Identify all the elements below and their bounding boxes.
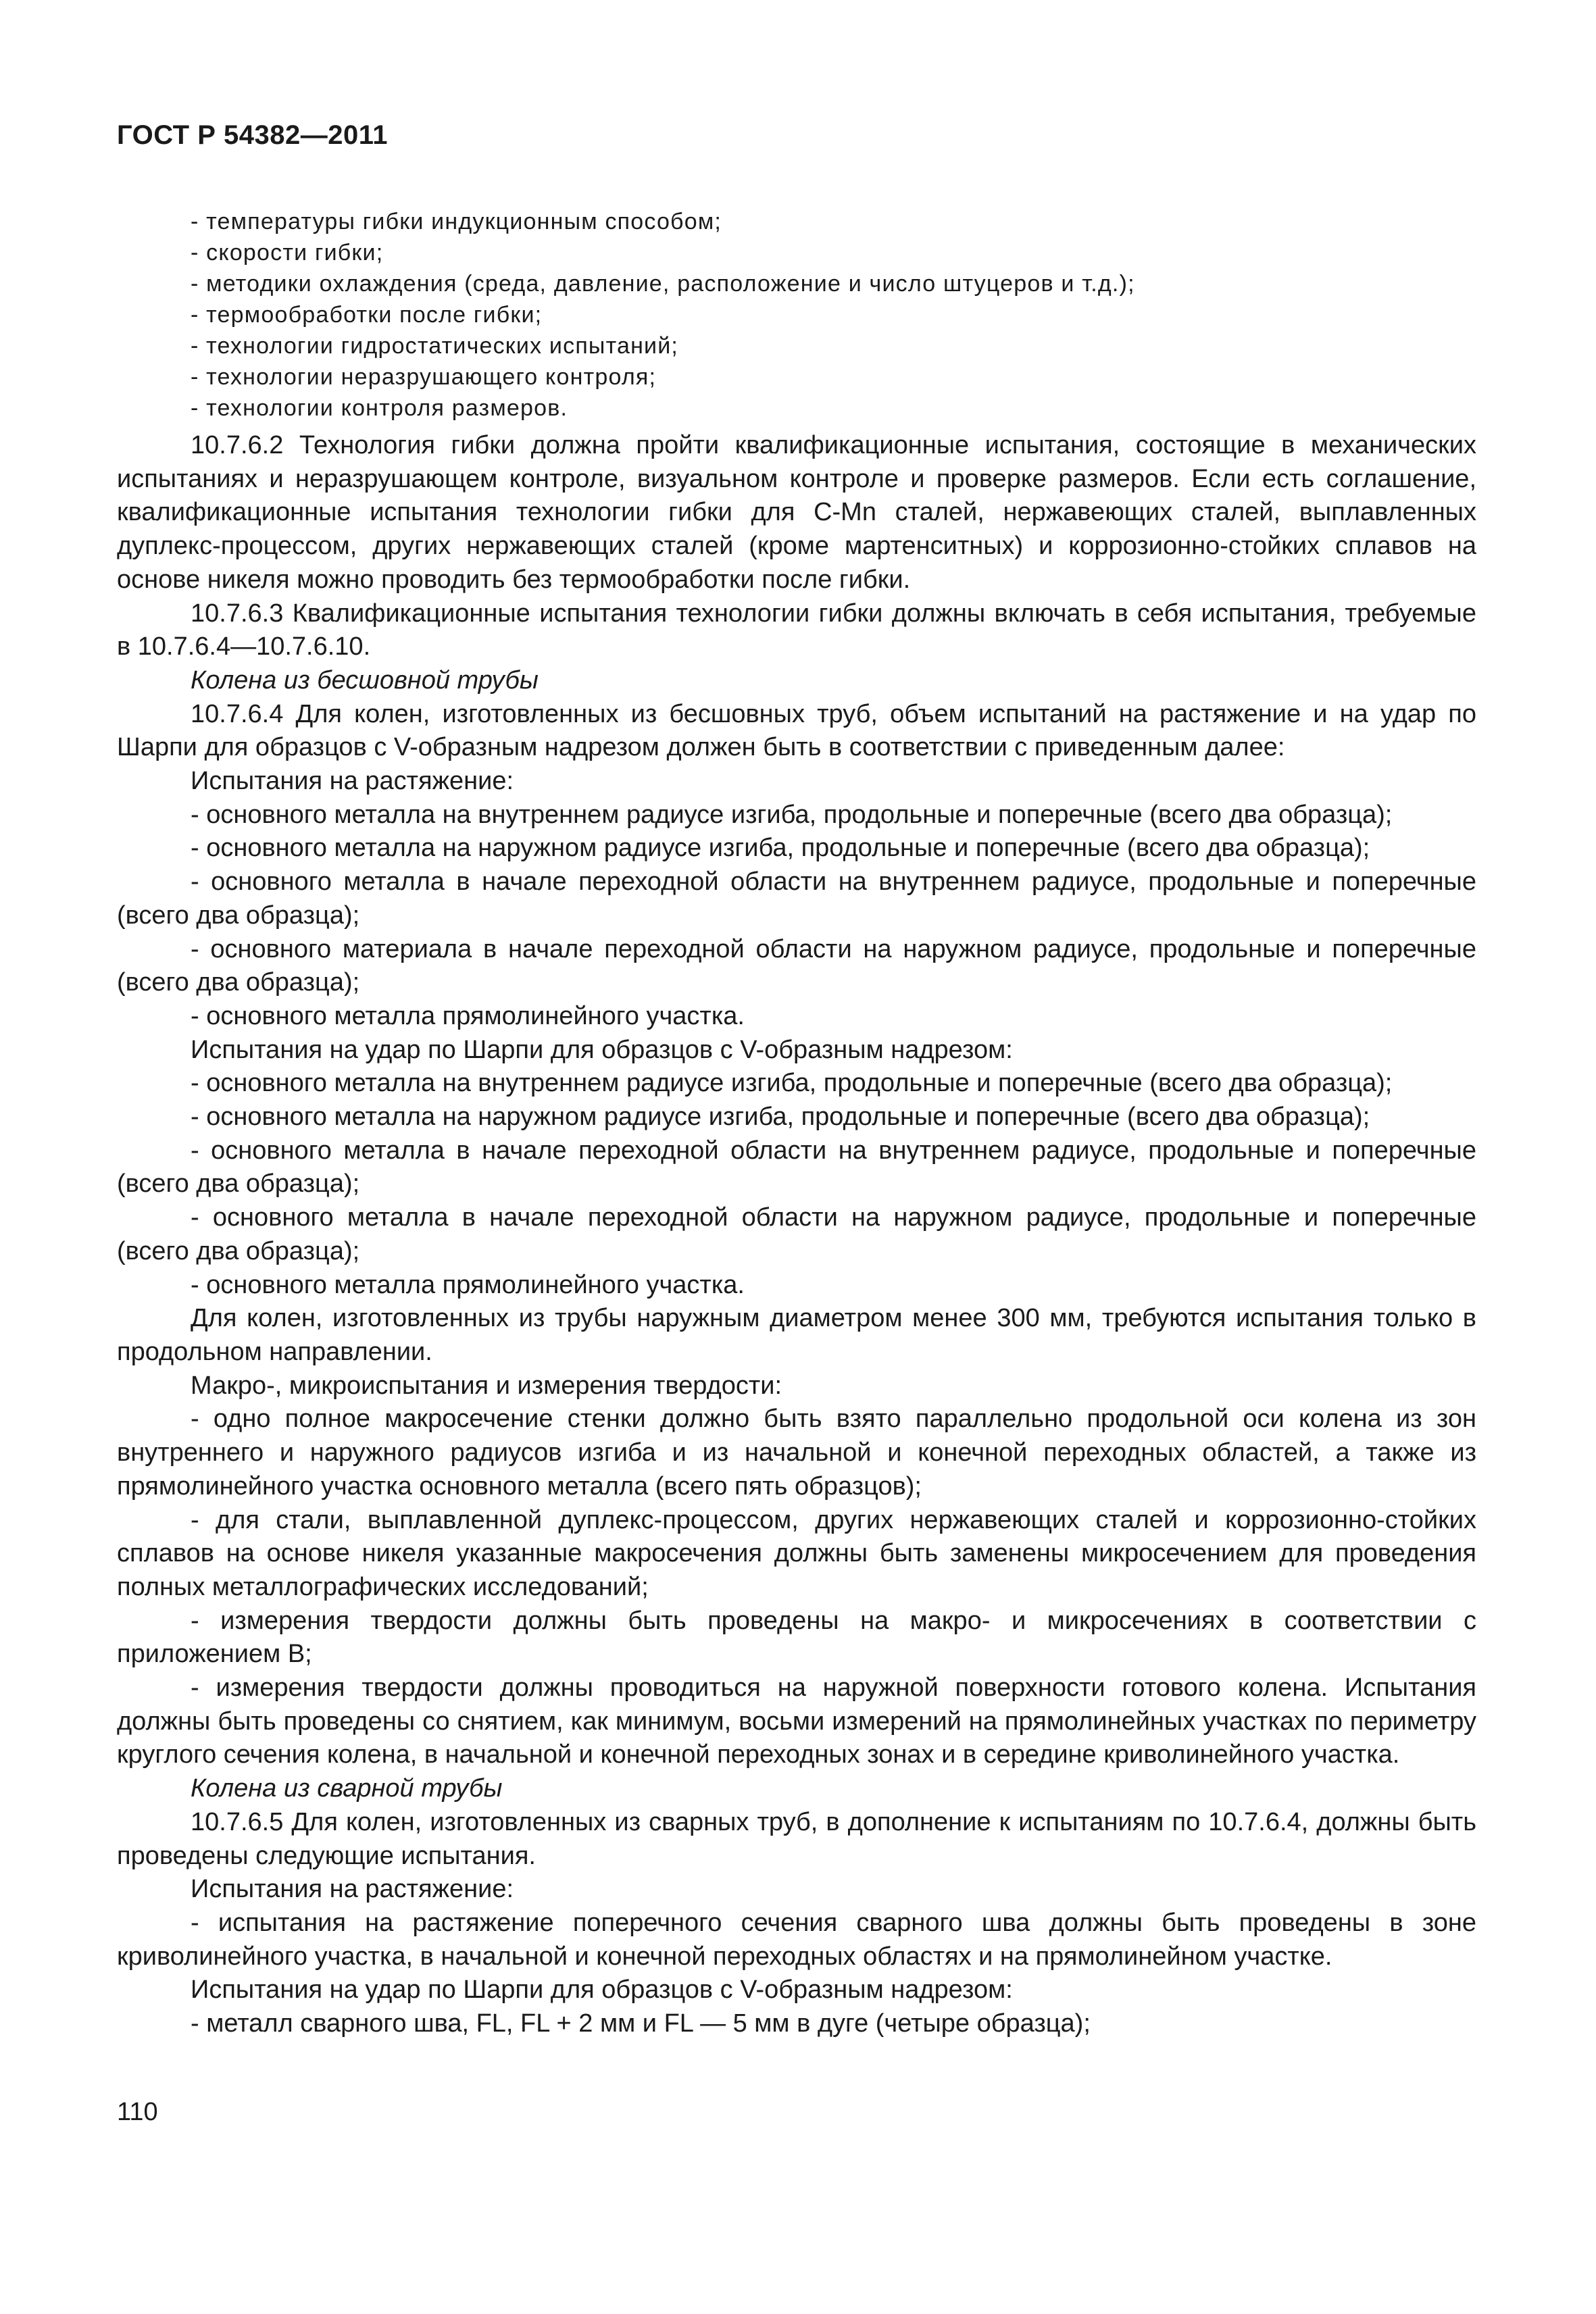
paragraph: - измерения твердости должны проводиться на наружной поверхности готового колена. Испытания должны быть проведены со снятием, как минимум, восьми измерений на прямолинейных участках по периметру круглого сечения колена, в начальной и конечной переходных зонах и в середине криволинейного участка. [117,1674,1476,1769]
paragraph: 10.7.6.3 Квалификационные испытания технологии гибки должны включать в себя испытания, требуемые в 10.7.6.4—10.7.6.10. [117,599,1476,661]
paragraph: Испытания на удар по Шарпи для образцов с V-образным надрезом: [191,1035,1013,1064]
paragraph: - испытания на растяжение поперечного сечения сварного шва должны быть проведены в зоне криволинейного участка, в начальной и конечной переходных областях и на прямолинейном участке. [117,1908,1476,1971]
page-number: 110 [117,2098,158,2126]
paragraph: - основного металла в начале переходной области на внутреннем радиусе, продольные и поперечные (всего два образца); [117,867,1476,930]
paragraph: - основного металла прямолинейного участка. [191,1001,745,1030]
paragraph: - металл сварного шва, FL, FL + 2 мм и FL — 5 мм в дуге (четыре образца); [191,2009,1091,2038]
paragraph: - основного металла в начале переходной области на наружном радиусе, продольные и поперечные (всего два образца); [117,1203,1476,1265]
list-item: - технологии контроля размеров. [191,395,568,421]
paragraph: Испытания на растяжение: [191,767,514,796]
paragraph: - основного металла прямолинейного участка. [191,1270,745,1299]
section-heading: Колена из бесшовной трубы [191,665,539,695]
paragraph: - основного металла на наружном радиусе изгиба, продольные и поперечные (всего два образца); [191,1103,1370,1132]
parameter-list [191,206,1474,424]
paragraph: - измерения твердости должны быть проведены на макро- и микросечениях в соответствии с приложением В; [117,1606,1476,1669]
paragraph: - одно полное макросечение стенки должно быть взято параллельно продольной оси колена из зон внутреннего и наружного радиусов изгиба и из начальной и конечной переходных областей, а также из прямолинейного участка основного металла (всего пять образцов); [117,1405,1476,1501]
paragraph: 10.7.6.2 Технология гибки должна пройти квалификационные испытания, состоящие в механических испытаниях и неразрушающем контроле, визуальном контроле и проверке размеров. Если есть соглашение, квалификационные испытания технологии гибки для С-Mn сталей, нержавеющих сталей, выплавленных дуплекс-процессом, других нержавеющих сталей (кроме мартенситных) и коррозионно-стойких сплавов на основе никеля можно проводить без термообработки после гибки. [117,431,1476,594]
list-item: - скорости гибки; [191,240,384,266]
paragraph: 10.7.6.4 Для колен, изготовленных из бесшовных труб, объем испытаний на растяжение и на удар по Шарпи для образцов с V-образным надрезом должен быть в соответствии с приведенным далее: [117,699,1476,762]
list-item: - температуры гибки индукционным способом; [191,209,722,234]
paragraph: - основного материала в начале переходной области на наружном радиусе, продольные и поперечные (всего два образца); [117,934,1476,997]
paragraph: 10.7.6.5 Для колен, изготовленных из сварных труб, в дополнение к испытаниям по 10.7.6.4, должны быть проведены следующие испытания. [117,1807,1476,1870]
document-body [117,429,1476,2041]
list-item: - технологии гидростатических испытаний; [191,333,679,359]
paragraph: - для стали, выплавленной дуплекс-процессом, других нержавеющих сталей и коррозионно-стойких сплавов на основе никеля указанные макросечения должны быть заменены микросечением для проведения полных металлографических исследований; [117,1505,1476,1601]
paragraph: - основного металла на наружном радиусе изгиба, продольные и поперечные (всего два образца); [191,834,1370,863]
section-heading: Колена из сварной трубы [191,1774,503,1803]
paragraph: - основного металла в начале переходной области на внутреннем радиусе, продольные и поперечные (всего два образца); [117,1136,1476,1199]
list-item: - методики охлаждения (среда, давление, расположение и число штуцеров и т.д.); [191,271,1135,297]
paragraph: Испытания на растяжение: [191,1875,514,1904]
list-item: - термообработки после гибки; [191,302,543,328]
paragraph: Испытания на удар по Шарпи для образцов с V-образным надрезом: [191,1976,1013,2005]
paragraph: - основного металла на внутреннем радиусе изгиба, продольные и поперечные (всего два образца); [191,800,1393,829]
list-item: - технологии неразрушающего контроля; [191,364,657,390]
paragraph: Макро-, микроиспытания и измерения твердости: [191,1371,782,1400]
paragraph: - основного металла на внутреннем радиусе изгиба, продольные и поперечные (всего два образца); [191,1069,1393,1098]
paragraph: Для колен, изготовленных из трубы наружным диаметром менее 300 мм, требуются испытания только в продольном направлении. [117,1304,1476,1366]
document-header: ГОСТ Р 54382—2011 [117,120,388,150]
